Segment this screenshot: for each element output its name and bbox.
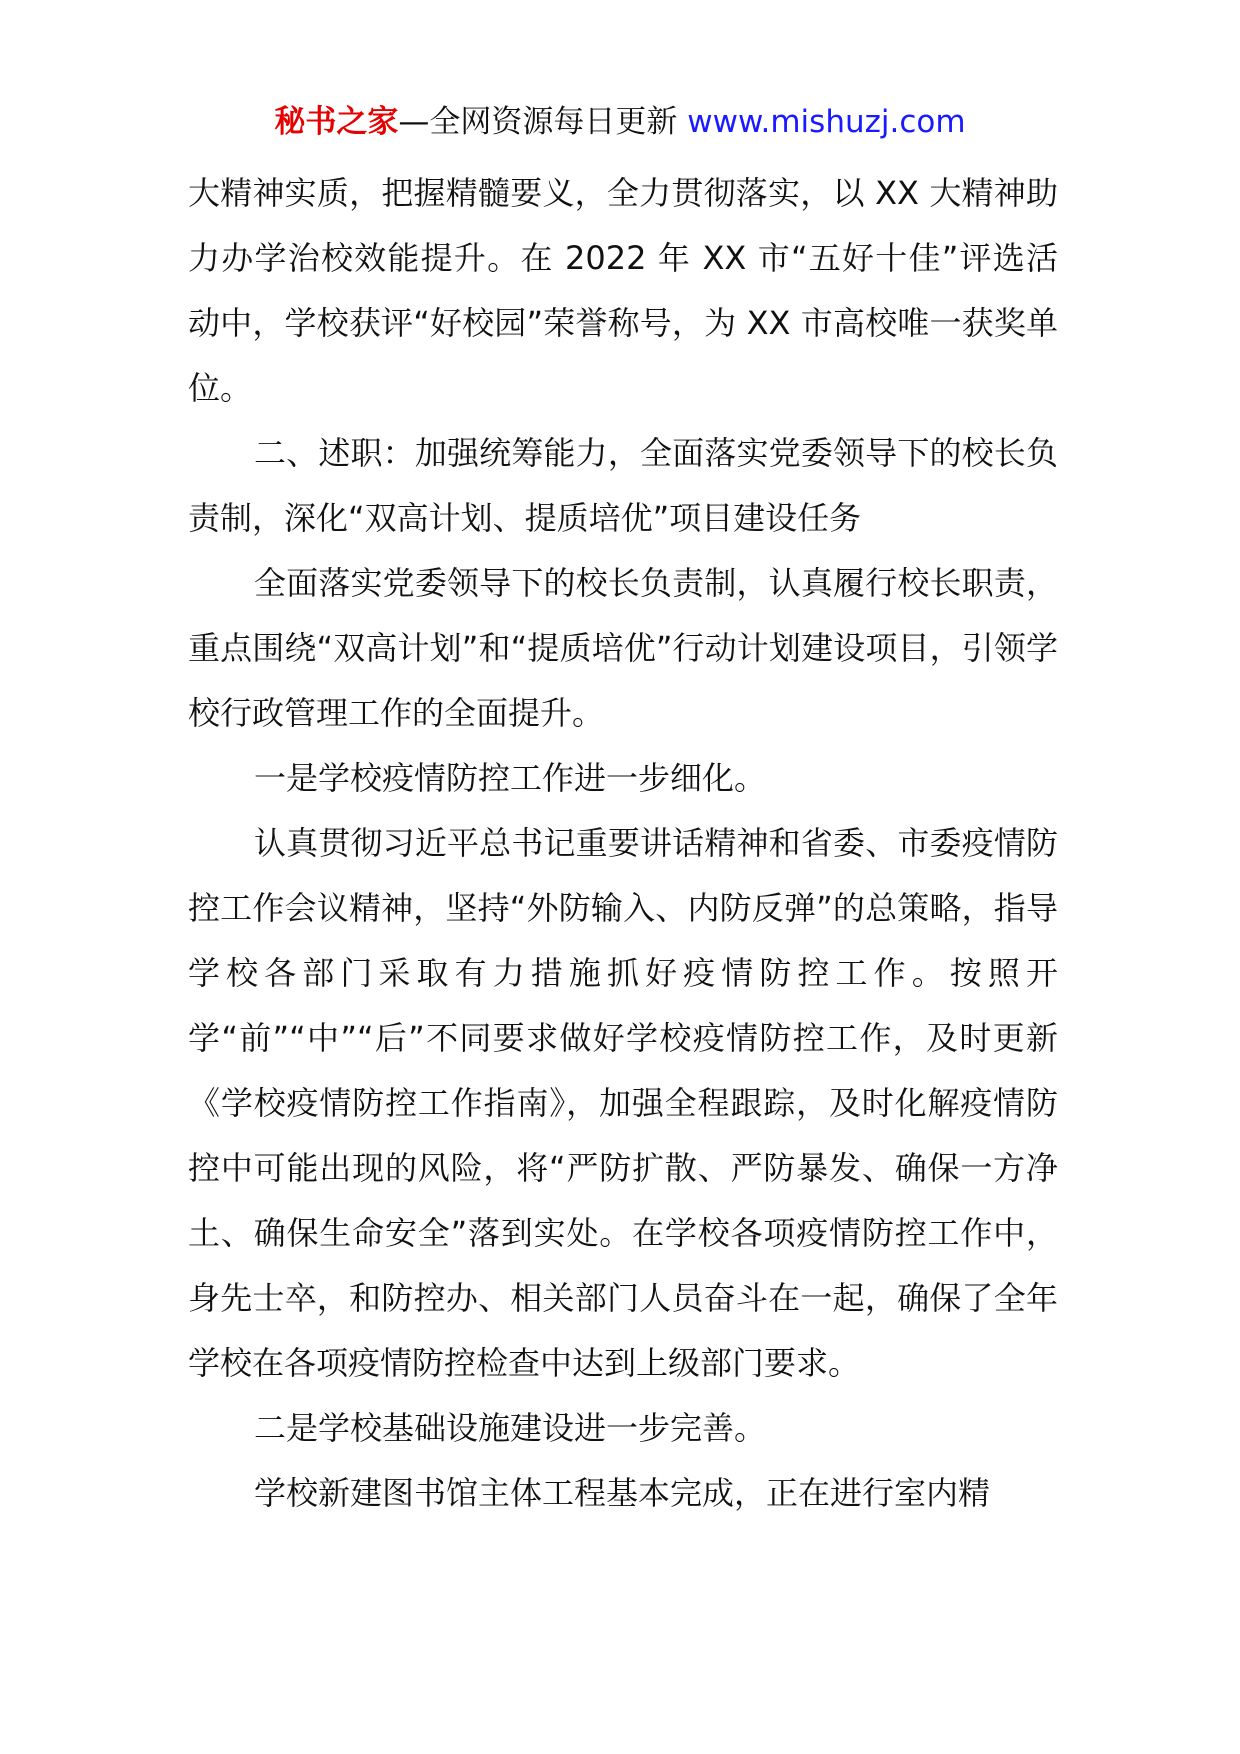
paragraph-5: 认真贯彻习近平总书记重要讲话精神和省委、市委疫情防控工作会议精神，坚持“外防输入、内防反弹”的总策略，指导学校各部门采取有力措施抓好疫情防控工作。按照开学“前”“中”“后”不同要求做好学校疫情防控工作，及时更新《学校疫情防控工作指南》，加强全程跟踪，及时化解疫情防控中可能出现的风险，将“严防扩散、严防暴发、确保一方净土、确保生命安全”落到实处。在学校各项疫情防控工作中，身先士卒，和防控办、相关部门人员奋斗在一起，确保了全年学校在各项疫情防控检查中达到上级部门要求。 [188,824,1058,1382]
section-heading-2: 二、述职：加强统筹能力，全面落实党委领导下的校长负责制，深化“双高计划、提质培优”项目建设任务 [188,434,1058,537]
page-header [0,100,1240,144]
paragraph-1: 大精神实质，把握精髓要义，全力贯彻落实，以 XX 大精神助力办学治校效能提升。在 2022 年 XX 市“五好十佳”评选活动中，学校获评“好校园”荣誉称号，为 XX 市高校唯一获奖单位。 [188,174,1058,407]
subheading-2: 二是学校基础设施建设进一步完善。 [254,1409,767,1447]
brand-name: 秘书之家 [274,104,399,140]
document-body [188,161,1058,1526]
website-link[interactable]: www.mishuzj.com [687,104,966,140]
header-tagline: —全网资源每日更新 [398,104,688,140]
paragraph-3: 全面落实党委领导下的校长负责制，认真履行校长职责，重点围绕“双高计划”和“提质培优”行动计划建设项目，引领学校行政管理工作的全面提升。 [188,564,1058,732]
paragraph-7: 学校新建图书馆主体工程基本完成，正在进行室内精 [254,1474,991,1512]
subheading-1: 一是学校疫情防控工作进一步细化。 [254,759,767,797]
